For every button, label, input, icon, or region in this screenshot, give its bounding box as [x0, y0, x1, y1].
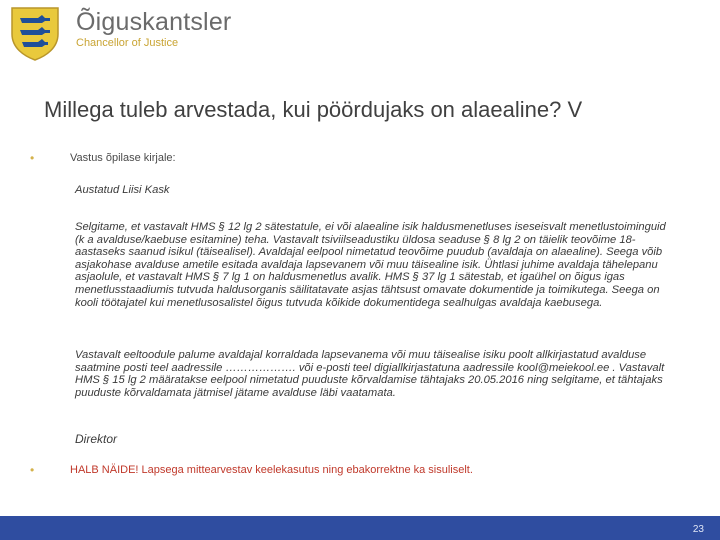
- bullet-dot-icon: •: [30, 463, 35, 477]
- letter-paragraph-2: Vastavalt eeltoodule palume avaldajal korraldada lapsevanema või muu täisealise isiku poolt allkirjastatud avalduse saatmine posti teel aadressile ………………. või e-posti teel digiallkirjastatuna aadressile kool@meiekool.ee . Vastavalt HMS § 15 lg 2 määratakse eelpool nimetatud puuduste kõrvaldamise tähtajaks 20.05.2016 ning selgitame, et tähtajaks puuduste kõrvaldamata jätmisel jätame avalduse läbi vaatamata.: [75, 349, 665, 399]
- bullet-text-2: HALB NÄIDE! Lapsega mittearvestav keelekasutus ning ebakorrektne ka sisuliselt.: [70, 464, 473, 476]
- bullet-text-1: Vastus õpilase kirjale:: [70, 152, 176, 164]
- bullet-dot-icon: •: [30, 151, 35, 165]
- letter-signature: Direktor: [75, 432, 118, 446]
- header: [0, 0, 720, 66]
- letter-greeting: Austatud Liisi Kask: [75, 184, 170, 196]
- brand-subtitle: Chancellor of Justice: [76, 37, 179, 49]
- slide-title: Millega tuleb arvestada, kui pöördujaks on alaealine? V: [44, 97, 583, 122]
- footer-bar: [0, 516, 720, 540]
- letter-paragraph-1: Selgitame, et vastavalt HMS § 12 lg 2 sätestatule, ei või alaealine isik haldusmenetluses iseseisvalt menetlustoiminguid (k a avalduse/kaebuse esitamine) teha. Vastavalt tsiviilseadustiku üldosa seaduse § 8 lg 2 on täielik teovõime 18-aastaseks saanud isikul (täisealisel). Avaldajal eelpool nimetatud teovõime puudub (avaldaja on alaealine). Seega võib asjakohase avalduse ametile esitada avaldaja lapsevanem või muu täisealine isik. Ühtlasi juhime avaldaja tähelepanu asjaolule, et vastavalt HMS § 7 lg 1 on haldusmenetlus avalik. HMS § 37 lg 1 sätestab, et igaühel on õigus igas menetlusstaadiumis tutvuda haldusorganis säilitatavate asjas tähtsust omavate dokumentide ja toimikutega. Seega on kooli töötajatel kui menetlusosalistel õigus tutvuda kõikide dokumentidega sealhulgas avaldaja kaebusega.: [75, 221, 666, 309]
- coat-of-arms-icon: [8, 4, 62, 62]
- brand-name: Õiguskantsler: [76, 8, 232, 36]
- page-number: 23: [692, 524, 704, 535]
